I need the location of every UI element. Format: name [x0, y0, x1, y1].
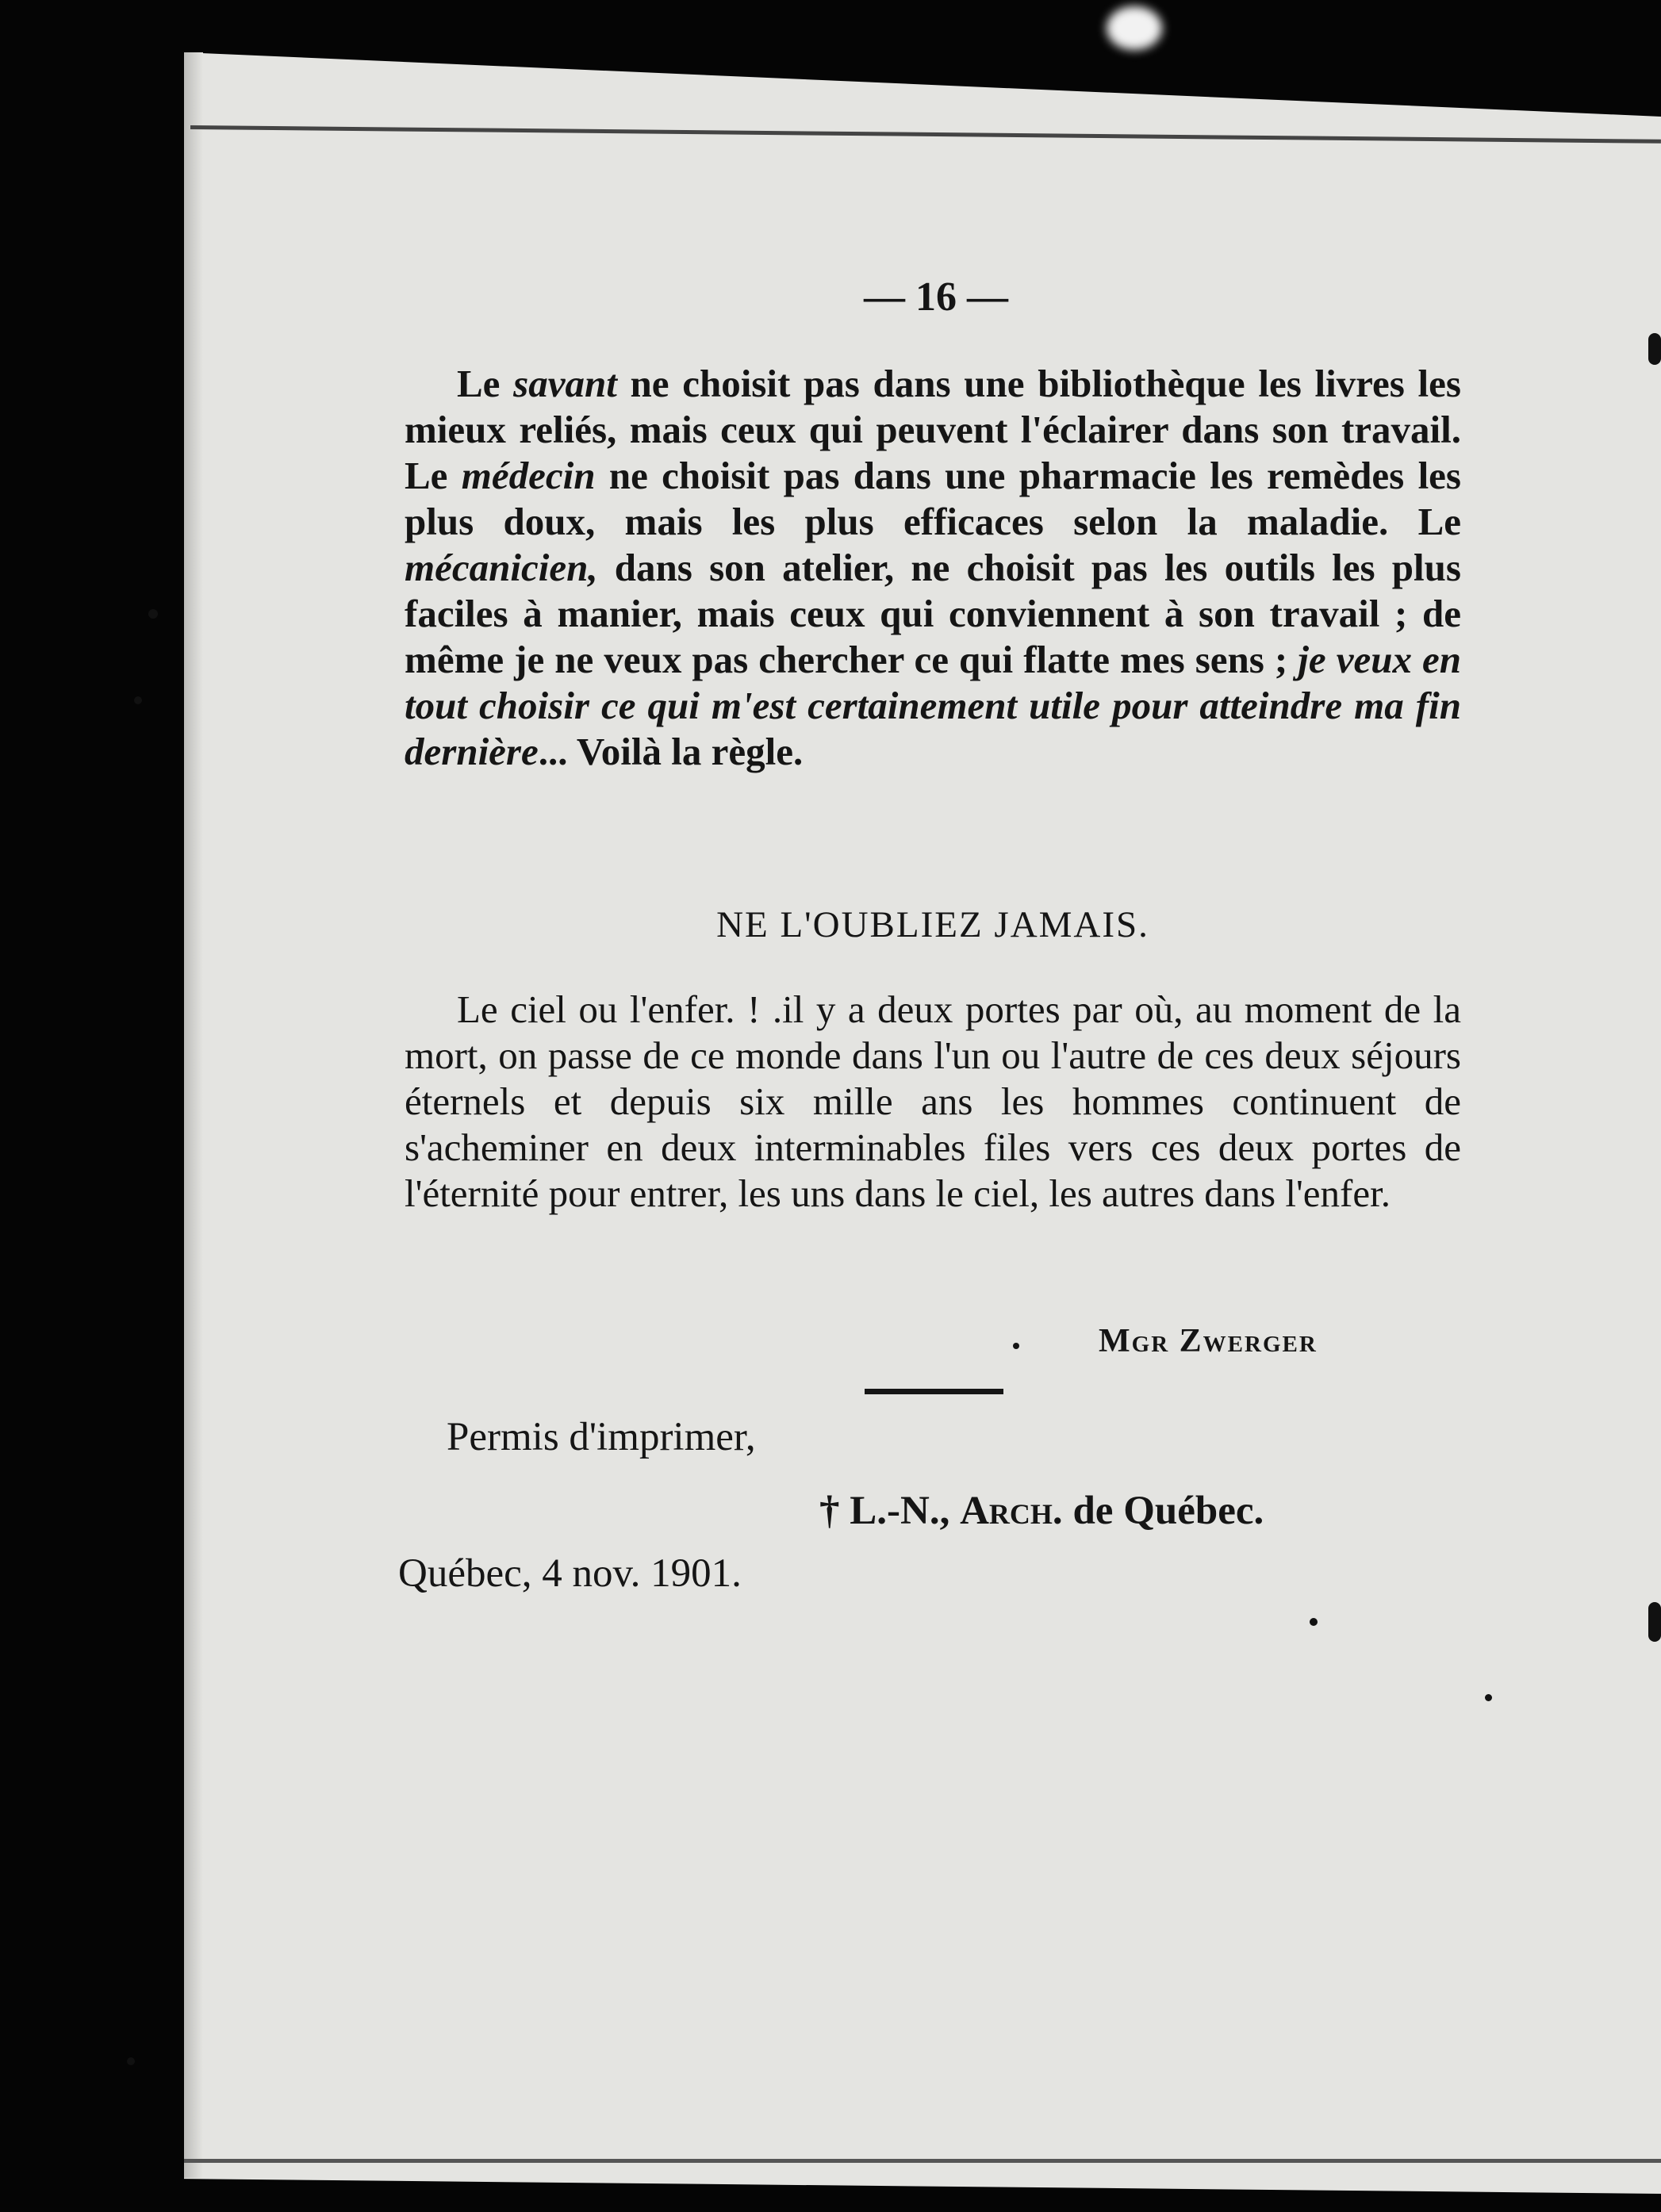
speck — [1485, 1694, 1492, 1701]
imprimatur-arch: Arch. — [960, 1489, 1063, 1533]
speck — [148, 609, 158, 619]
speck — [1648, 1602, 1661, 1642]
imprimatur-place: de Québec. — [1062, 1489, 1264, 1533]
p1-text-c: ne choisit pas dans une pharmacie les remèdes les plus doux, mais les plus efficaces selon la maladie. Le — [405, 454, 1461, 543]
p1-text-b: ne choisit pas dans une bibliothèque les livres les mieux reliés, mais ceux qui peuvent l'éclairer dans son travail. Le — [405, 362, 1461, 497]
paragraph-2: Le ciel ou l'enfer. ! .il y a deux portes par où, au moment de la mort, on passe de ce monde dans l'un ou l'autre de ces deux séjours éternels et depuis six mille ans les hommes continuent de s'acheminer en deux interminables files vers ces deux portes de l'éternité pour entrer, les uns dans le ciel, les autres dans l'enfer. — [405, 987, 1461, 1215]
light-blob — [1107, 6, 1162, 50]
bottom-rule — [184, 2159, 1661, 2163]
p1-italic-savant: savant — [513, 362, 617, 405]
speck — [134, 696, 142, 704]
p1-text-a: Le — [457, 362, 514, 405]
page-edge-shadow — [184, 52, 203, 2178]
page-number: — 16 — — [864, 274, 1008, 320]
speck — [127, 2057, 135, 2065]
signature: Mgr Zwerger — [1099, 1323, 1318, 1359]
p1-text-d: dans son atelier, ne choisit pas les outils les plus faciles à manier, mais ceux qui conviennent à son travail ; de même je ne veux pas chercher ce qui flatte mes sens ; — [405, 546, 1461, 681]
imprimatur-date: Québec, 4 nov. 1901. — [398, 1551, 742, 1596]
p1-italic-medecin: médecin — [461, 454, 596, 497]
section-heading: NE L'OUBLIEZ JAMAIS. — [716, 904, 1149, 945]
speck — [1648, 333, 1661, 365]
signature-bullet — [1013, 1343, 1019, 1349]
p1-text-e: ... Voilà la règle. — [538, 730, 804, 773]
paragraph-1 — [405, 361, 1461, 775]
divider-rule — [865, 1389, 1003, 1394]
imprimatur-cross: † L.-N., — [819, 1489, 961, 1533]
p1-italic-mecanicien: mécanicien, — [405, 546, 598, 589]
imprimatur-archbishop — [819, 1488, 1264, 1534]
p1-italic-sentence: je veux en tout choisir ce qui m'est certainement utile pour atteindre ma fin dernière — [405, 638, 1461, 773]
imprimatur-permis: Permis d'imprimer, — [447, 1415, 756, 1459]
speck — [1310, 1618, 1318, 1626]
